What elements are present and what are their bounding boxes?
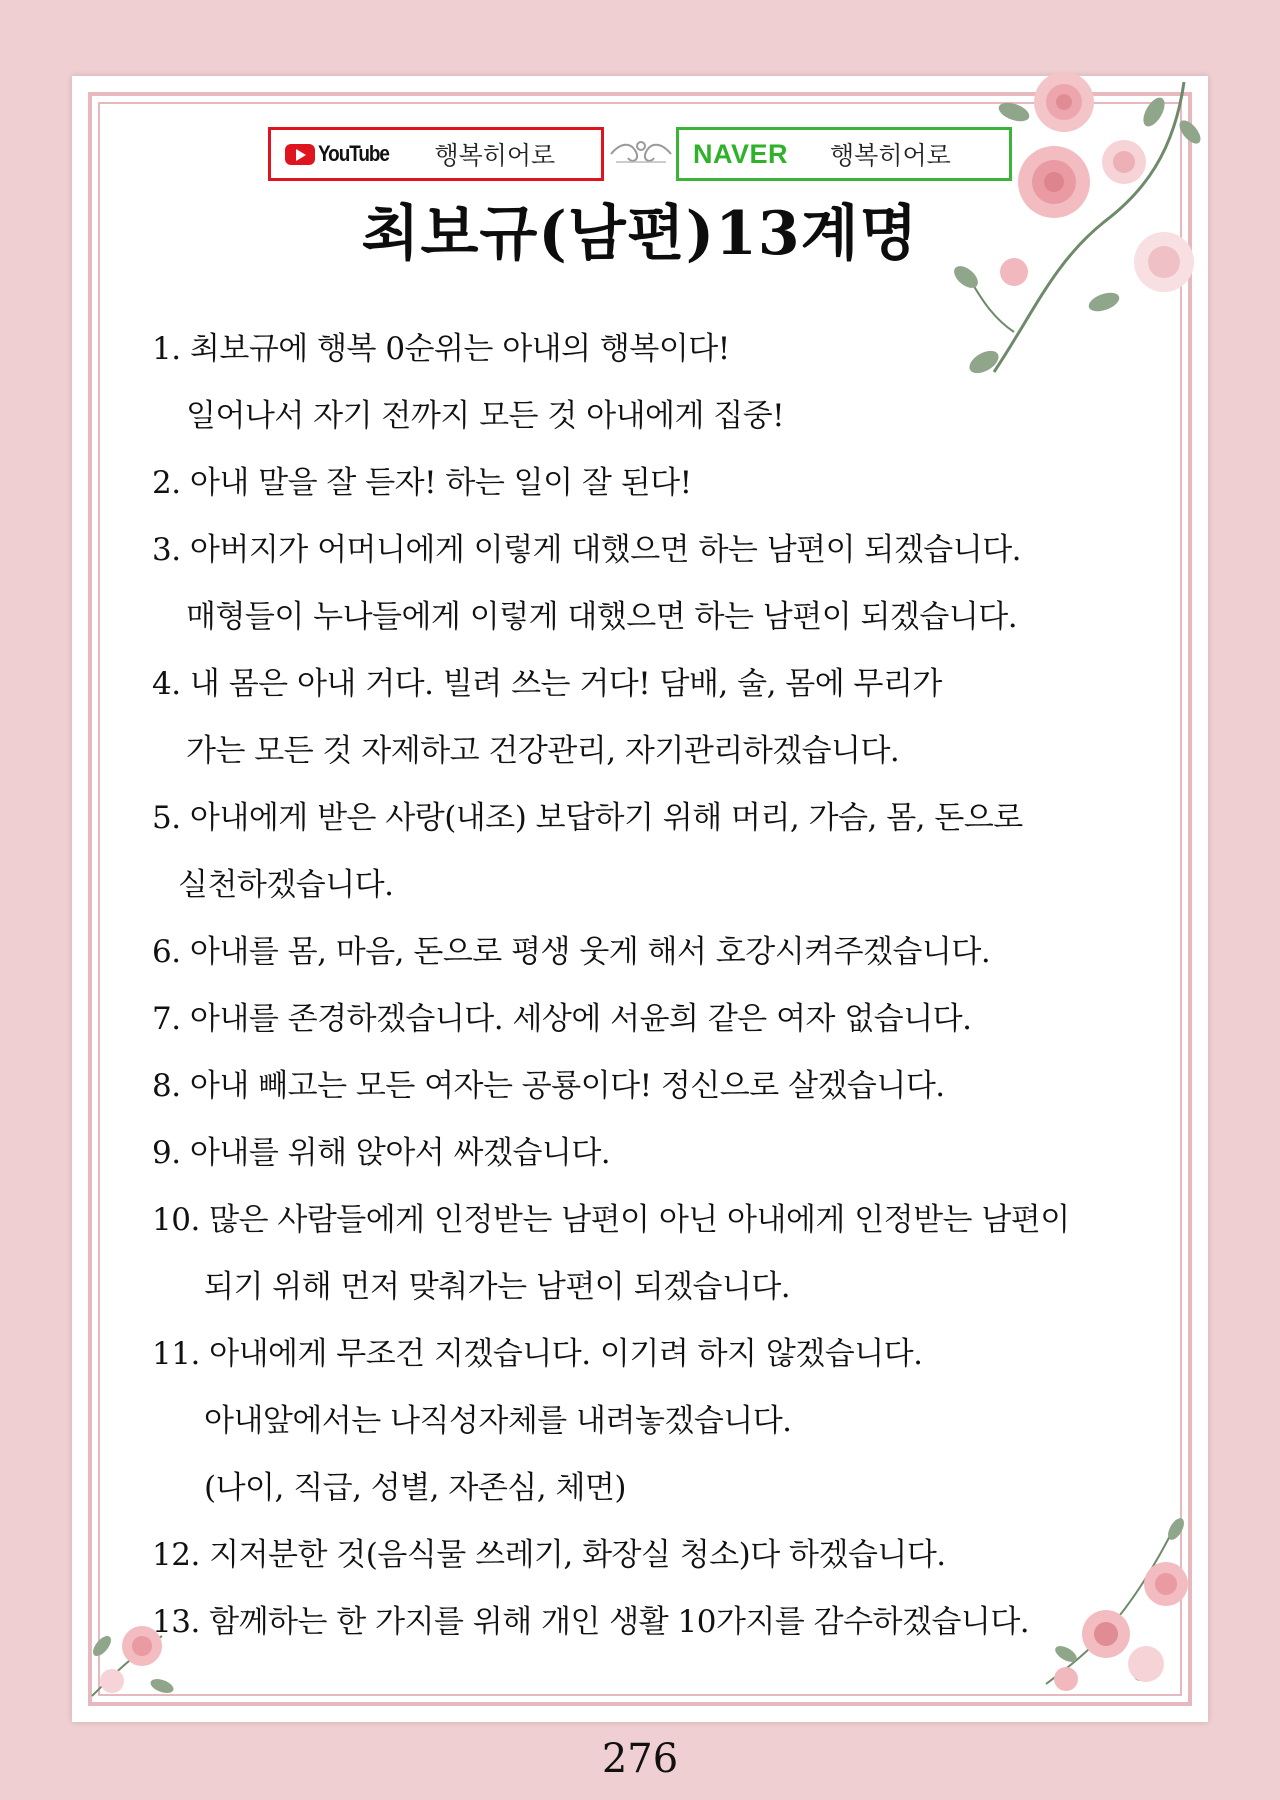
rule-line: 12. 지저분한 것(음식물 쓰레기, 화장실 청소)다 하겠습니다. — [152, 1537, 946, 1573]
rule-line: 8. 아내 빼고는 모든 여자는 공룡이다! 정신으로 살겠습니다. — [152, 1068, 945, 1104]
youtube-logo-text: YouTube — [318, 141, 389, 166]
rule-line: 2. 아내 말을 잘 듣자! 하는 일이 잘 된다! — [152, 465, 692, 501]
youtube-badge[interactable] — [268, 127, 604, 181]
youtube-channel-name: 행복히어로 — [434, 141, 556, 170]
naver-channel-name: 행복히어로 — [830, 141, 951, 170]
rule-line: 7. 아내를 존경하겠습니다. 세상에 서윤희 같은 여자 없습니다. — [152, 1001, 972, 1037]
page-title: 최보규(남편)13계명 — [361, 199, 919, 269]
naver-badge[interactable] — [676, 127, 1012, 181]
youtube-play-icon — [285, 144, 315, 165]
document-card — [72, 76, 1208, 1722]
rule-line: 매형들이 누나들에게 이렇게 대했으면 하는 남편이 되겠습니다. — [186, 599, 1018, 635]
naver-logo-text: NAVER — [693, 138, 789, 169]
flourish-ornament — [606, 134, 676, 174]
rule-line: 11. 아내에게 무조건 지겠습니다. 이기려 하지 않겠습니다. — [152, 1336, 923, 1372]
youtube-logo — [285, 141, 400, 167]
rule-line: 아내앞에서는 나직성자체를 내려놓겠습니다. — [204, 1403, 792, 1439]
page-number: 276 — [601, 1736, 679, 1782]
rule-line: 13. 함께하는 한 가지를 위해 개인 생활 10가지를 감수하겠습니다. — [152, 1604, 1030, 1640]
rule-line: 10. 많은 사람들에게 인정받는 남편이 아닌 아내에게 인정받는 남편이 — [152, 1202, 1070, 1238]
rule-line: 4. 내 몸은 아내 거다. 빌려 쓰는 거다! 담배, 술, 몸에 무리가 — [152, 666, 942, 702]
rule-line: 되기 위해 먼저 맞춰가는 남편이 되겠습니다. — [204, 1269, 791, 1305]
rule-line: 5. 아내에게 받은 사랑(내조) 보답하기 위해 머리, 가슴, 몸, 돈으로 — [152, 800, 1023, 836]
rule-line: 9. 아내를 위해 앉아서 싸겠습니다. — [152, 1135, 611, 1171]
rule-line: 6. 아내를 몸, 마음, 돈으로 평생 웃게 해서 호강시켜주겠습니다. — [152, 934, 991, 970]
rule-line: (나이, 직급, 성별, 자존심, 체면) — [204, 1470, 626, 1506]
rules-list — [152, 316, 1112, 1656]
rule-line: 일어나서 자기 전까지 모든 것 아내에게 집중! — [186, 398, 785, 434]
rule-line: 3. 아버지가 어머니에게 이렇게 대했으면 하는 남편이 되겠습니다. — [152, 532, 1022, 568]
rule-line: 1. 최보규에 행복 0순위는 아내의 행복이다! — [152, 331, 730, 367]
rule-line: 실천하겠습니다. — [178, 867, 394, 903]
rule-line: 가는 모든 것 자제하고 건강관리, 자기관리하겠습니다. — [186, 733, 900, 769]
